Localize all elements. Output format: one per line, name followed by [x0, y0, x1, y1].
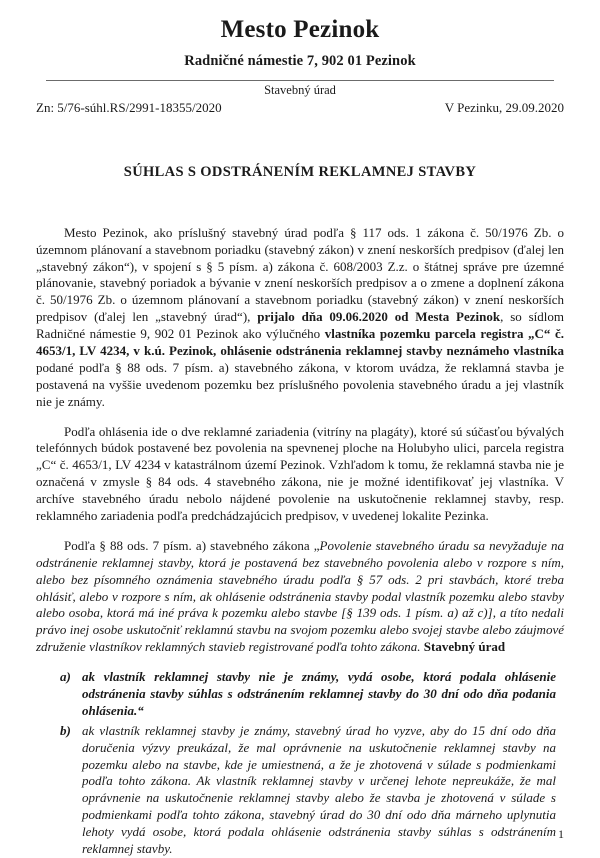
letterhead: [36, 16, 564, 116]
reference-number: Zn: 5/76-súhl.RS/2991-18355/2020: [36, 99, 222, 115]
p3-quote-open: „: [313, 537, 320, 553]
department-label: Stavebný úrad: [264, 82, 336, 97]
list-item-marker: b): [60, 722, 71, 738]
p1-text-1: Mesto Pezinok, ako príslušný stavebný úrad podľa § 117 ods. 1 zákona č. 50/1976 Zb. o územnom plánovaní a stavebnom poriadku (stavebný zákon) v znení neskorších predpisov (ďalej len „stavebný zákon“), v spojení s § 5 písm. a) zákona č. 608/2003 Z.z. o štátnej správe pre územné plánovanie, stavebný poriadok a bývanie v znení neskorších predpisov a o zmene a doplnení zákona č. 50/1976 Zb. o územnom plánovaní a stavebnom poriadku (stavebný zákon) v znení neskorších predpisov (ďalej len „stavebný úrad“),: [36, 224, 564, 325]
lettered-list: [36, 669, 564, 858]
paragraph-1: [36, 225, 564, 411]
p3-bold-1: Stavebný úrad: [423, 639, 506, 655]
organization-address: Radničné námestie 7, 902 01 Pezinok: [184, 52, 416, 69]
list-item-text: ak vlastník reklamnej stavby je známy, stavebný úrad ho vyzve, aby do 15 dní odo dňa doručenia výzvy preukázal, že mal oprávnenie na uskutočnenie reklamnej stavby na pozemku alebo na stavbe, kde je umiestnená, a že je zhotovená v súlade s podmienkami podľa tohto zákona. Ak vlastník reklamnej stavby v určenej lehote nepreukáže, že mal oprávnenie na uskutočnenie reklamnej stavby alebo že stavba je zhotovená v súlade s podmienkami podľa tohto zákona, stavebný úrad do 30 dní odo dňa márneho uplynutia lehoty vydá osobe, ktorá podala ohlásenie odstránenia stavby súhlas s odstránením reklamnej stavby.: [82, 722, 556, 857]
p1-bold-1: prijalo dňa 09.06.2020 od Mesta Pezinok: [257, 309, 501, 325]
organization-title: Mesto Pezinok: [220, 16, 380, 43]
header-divider: [46, 80, 554, 81]
paragraph-2: [36, 424, 564, 525]
p2-text-1: Podľa ohlásenia ide o dve reklamné zariadenia (vitríny na plagáty), ktoré sú súčasťou bývalých telefónnych búdok postavené bez povolenia na spevnenej ploche na Holubyho ulici, parcela registra „C“ č. 4653/1, LV 4234 v katastrálnom území Pezinok. Vzhľadom k tomu, že reklamná stavba nie je označená v zmysle § 84 ods. 4 stavebného zákona, nie je možné identifikovať jej vlastníka. V archíve stavebného úradu nebolo nájdené povolenie na uskutočnenie reklamnej stavby, resp. reklamného zariadenia podľa predchádzajúcich predpisov, v uvedenej lokalite Pezinka.: [36, 423, 564, 523]
place-and-date: V Pezinku, 29.09.2020: [444, 99, 564, 115]
reference-row: [36, 100, 564, 116]
p3-text-1: Podľa § 88 ods. 7 písm. a) stavebného zákona: [64, 537, 314, 553]
list-item: [36, 669, 564, 720]
page-number: 1: [558, 827, 564, 841]
p1-bold-2: vlastníka pozemku parcela registra „C“ č. 4653/1, LV 4234, v k.ú. Pezinok, ohlásenie odstránenia reklamnej stavby neznámeho vlastníka: [36, 326, 564, 358]
p1-text-3: podané podľa § 88 ods. 7 písm. a) stavebného zákona, v ktorom uvádza, že reklamná stavba je postavená na vyššie uvedenom pozemku bez príslušného povolenia stavebného úradu a jej vlastník nie je známy.: [36, 359, 564, 409]
p3-quoted-law-text: Povolenie stavebného úradu sa nevyžaduje na odstránenie reklamnej stavby, ktorá je postavená bez stavebného povolenia alebo v rozpore s ním, alebo bez písomného oznámenia stavebného úradu podľa § 57 ods. 2 pri stavbách, ktoré treba ohlásiť, alebo v rozpore s ním, ak ohlásenie odstránenia stavby podal vlastník pozemku alebo stavby alebo osoba, ktorá má iné práva k pozemku alebo stavbe [§ 139 ods. 1 písm. a) až c)], a títo nedali právo inej osobe uskutočniť reklamnú stavbu na svojom pozemku alebo svojej stavbe alebo záujmové združenie vlastníkov reklamných stavieb registrované podľa tohto zákona.: [36, 537, 564, 655]
list-item-marker: a): [60, 669, 71, 685]
paragraph-3: [36, 538, 564, 656]
document-body: [36, 225, 564, 858]
p1-text-2: , so sídlom Radničné námestie 9, 902 01 Pezinok ako výlučného: [36, 309, 564, 342]
list-item: [36, 723, 564, 858]
document-title: SÚHLAS S ODSTRÁNENÍM REKLAMNEJ STAVBY: [123, 163, 477, 180]
list-item-text: ak vlastník reklamnej stavby nie je známy, vydá osobe, ktorá podala ohlásenie odstránenia stavby súhlas s odstránením reklamnej stavby do 30 dní odo dňa podania ohlásenia.“: [82, 669, 556, 718]
